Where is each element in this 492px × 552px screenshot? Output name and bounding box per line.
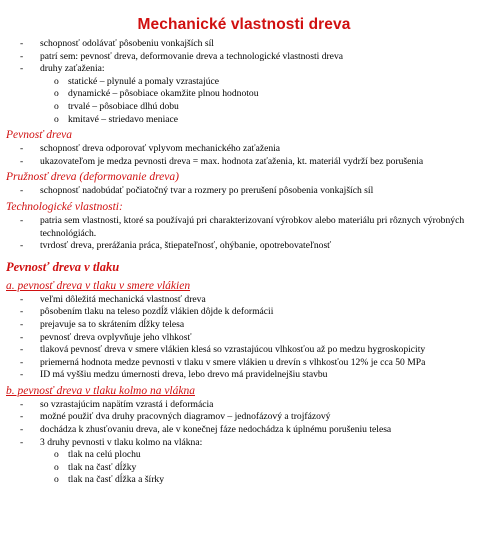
- list-item-text: dochádza k zhusťovaniu dreva, ale v konečnej fáze nedochádza k úplnému porušeniu telesa: [40, 424, 392, 436]
- along-grain-list: [6, 294, 482, 382]
- list-item-text: pevnosť dreva ovplyvňuje jeho vlhkosť: [40, 331, 192, 343]
- list-item-text: 3 druhy pevnosti v tlaku kolmo na vlákna:: [40, 436, 203, 448]
- dash-marker: -: [20, 143, 24, 155]
- list-item-text: priemerná hodnota medze pevnosti v tlaku v smere vlákien u drevín s vlhkosťou 12% je cca 50 MPa: [40, 356, 426, 368]
- strength-list: [6, 143, 482, 168]
- dash-marker: -: [20, 424, 24, 436]
- dash-marker: -: [20, 50, 24, 62]
- list-item: [6, 215, 482, 240]
- list-item-text: patrí sem: pevnosť dreva, deformovanie dreva a technologické vlastnosti dreva: [40, 50, 343, 62]
- circle-marker: o: [54, 75, 59, 87]
- list-item-text: schopnosť dreva odporovať vplyvom mechanického zaťaženia: [40, 143, 281, 155]
- list-item: [6, 319, 482, 332]
- technological-list: [6, 215, 482, 253]
- circle-marker: o: [54, 474, 59, 486]
- list-item-text: schopnosť odolávať pôsobeniu vonkajších síl: [40, 38, 214, 49]
- load-types-list: [6, 76, 482, 126]
- sub-list-item-text: kmitavé – striedavo meniace: [68, 113, 179, 125]
- dash-marker: -: [20, 214, 24, 226]
- sub-list-item-text: tlak na celú plochu: [68, 449, 141, 461]
- dash-marker: -: [20, 155, 24, 167]
- circle-marker: o: [54, 449, 59, 461]
- dash-marker: -: [20, 185, 24, 197]
- dash-marker: -: [20, 63, 24, 75]
- list-item-text: prejavuje sa to skrátením dĺžky telesa: [40, 318, 185, 330]
- list-item: [6, 306, 482, 319]
- sub-list-item: [6, 114, 482, 127]
- list-item-text: tvrdosť dreva, prerážania práca, štiepateľnosť, ohýbanie, opotrebovateľnosť: [40, 240, 332, 252]
- sub-list-item: [6, 474, 482, 487]
- list-item: [6, 51, 482, 64]
- list-item: [6, 38, 482, 51]
- list-item: [6, 424, 482, 437]
- list-item: [6, 240, 482, 253]
- list-item: [6, 156, 482, 169]
- list-item: [6, 332, 482, 345]
- sub-list-item-text: dynamické – pôsobiace okamžite plnou hodnotou: [68, 88, 259, 100]
- sub-list-item-text: trvalé – pôsobiace dlhú dobu: [68, 100, 179, 112]
- list-item: [6, 185, 482, 198]
- circle-marker: o: [54, 100, 59, 112]
- list-item: [6, 411, 482, 424]
- perpendicular-list: [6, 399, 482, 449]
- dash-marker: -: [20, 344, 24, 356]
- section-heading-elasticity: Pružnosť dreva (deformovanie dreva): [6, 171, 179, 184]
- list-item: [6, 369, 482, 382]
- list-item-text: možné použiť dva druhy pracovných diagramov – jednofázový a trojfázový: [40, 411, 331, 423]
- circle-marker: o: [54, 88, 59, 100]
- elasticity-list: [6, 185, 482, 198]
- circle-marker: o: [54, 461, 59, 473]
- dash-marker: -: [20, 369, 24, 381]
- dash-marker: -: [20, 398, 24, 410]
- dash-marker: -: [20, 356, 24, 368]
- perpendicular-types-list: [6, 449, 482, 487]
- list-item: [6, 437, 482, 450]
- list-item-text: veľmi dôležitá mechanická vlastnosť dreva: [40, 293, 206, 305]
- list-item-text: tlaková pevnosť dreva v smere vlákien klesá so vzrastajúcou vlhkosťou až po medzu hygroskopicity: [40, 344, 426, 356]
- list-item-text: druhy zaťaženia:: [40, 63, 105, 75]
- dash-marker: -: [20, 331, 24, 343]
- section-heading-technological: Technologické vlastnosti:: [6, 200, 123, 213]
- dash-marker: -: [20, 306, 24, 318]
- section-heading-strength: Pevnosť dreva: [6, 129, 73, 142]
- dash-marker: -: [20, 293, 24, 305]
- list-item-text: ukazovateľom je medza pevnosti dreva = max. hodnota zaťaženia, kt. materiál vydrží bez porušenia: [40, 155, 424, 167]
- list-item-text: ID má vyššiu medzu úmernosti dreva, lebo drevo má pravidelnejšiu stavbu: [40, 369, 328, 381]
- list-item: [6, 344, 482, 357]
- list-item: [6, 294, 482, 307]
- dash-marker: -: [20, 436, 24, 448]
- list-item-text: so vzrastajúcim napätím vzrastá i deformácia: [40, 398, 214, 410]
- dash-marker: -: [20, 240, 24, 252]
- sub-list-item: [6, 449, 482, 462]
- circle-marker: o: [54, 113, 59, 125]
- list-item-text: pôsobením tlaku na teleso pozdĺž vlákien dôjde k deformácii: [40, 306, 274, 318]
- dash-marker: -: [20, 318, 24, 330]
- sub-list-item: [6, 76, 482, 89]
- dash-marker: -: [20, 411, 24, 423]
- list-item-text: schopnosť nadobúdať počiatočný tvar a rozmery po prerušení pôsobenia vonkajších síl: [40, 185, 374, 197]
- section-heading-compression: Pevnosť dreva v tlaku: [6, 259, 120, 274]
- sub-list-item: [6, 88, 482, 101]
- subsection-heading-perpendicular: b. pevnosť dreva v tlaku kolmo na vlákna: [6, 384, 195, 397]
- list-item: [6, 399, 482, 412]
- list-item: [6, 63, 482, 76]
- sub-list-item: [6, 101, 482, 114]
- sub-list-item-text: tlak na časť dĺžka a šírky: [68, 474, 165, 486]
- list-item-text: patria sem vlastnosti, ktoré sa používajú pri charakterizovaní výrobkov alebo materiálu pri rôznych výrobných technológiách.: [40, 214, 465, 239]
- sub-list-item-text: statické – plynulé a pomaly vzrastajúce: [68, 75, 220, 87]
- subsection-heading-along-grain: a. pevnosť dreva v tlaku v smere vlákien: [6, 279, 191, 292]
- page-title: Mechanické vlastnosti dreva: [137, 16, 351, 33]
- list-item: [6, 143, 482, 156]
- intro-list: [6, 38, 482, 76]
- sub-list-item-text: tlak na časť dĺžky: [68, 461, 137, 473]
- dash-marker: -: [20, 38, 24, 49]
- list-item: [6, 357, 482, 370]
- sub-list-item: [6, 462, 482, 475]
